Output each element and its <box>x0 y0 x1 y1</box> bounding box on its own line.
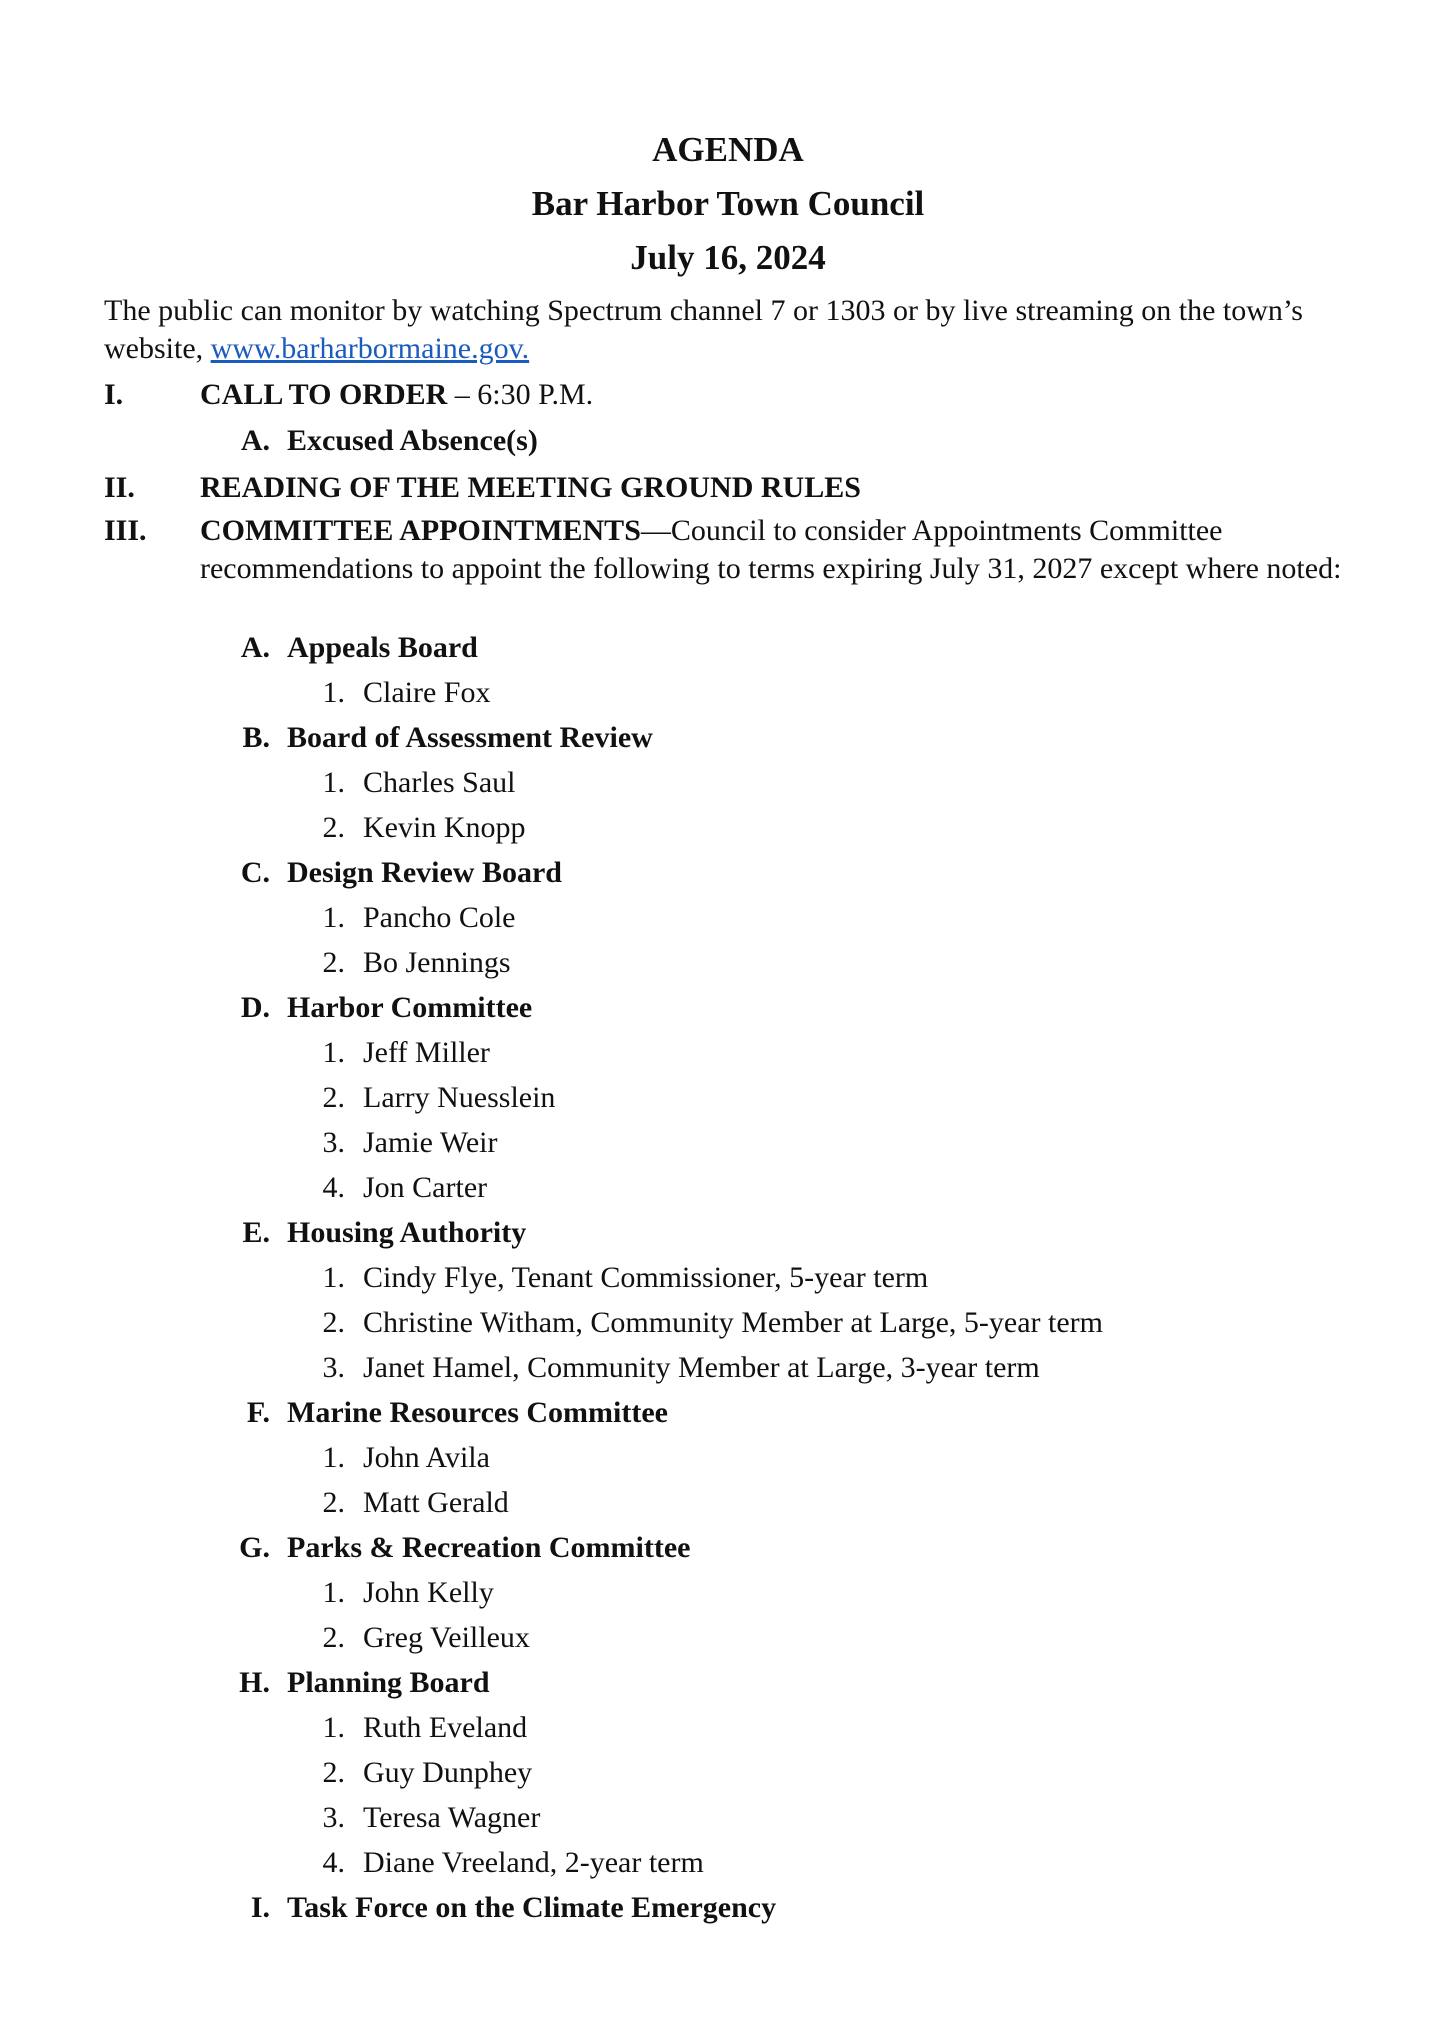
committee-name: Marine Resources Committee <box>287 1396 668 1429</box>
committee-letter: D. <box>240 991 270 1024</box>
member-number: 2. <box>322 811 345 844</box>
member-name: Christine Witham, Community Member at Large, 5-year term <box>363 1306 1104 1339</box>
section-call-to-order <box>200 376 1400 414</box>
committee-letter: G. <box>239 1531 270 1564</box>
member-number: 2. <box>322 1081 345 1114</box>
committee-name: Housing Authority <box>287 1216 527 1249</box>
agenda-title: AGENDA <box>652 130 804 169</box>
committee-name: Board of Assessment Review <box>287 721 653 754</box>
member-name: Claire Fox <box>363 676 491 709</box>
member-number: 1. <box>322 1576 345 1609</box>
intro-text: The public can monitor by watching Spectrum channel 7 or 1303 or by live streaming on the town’s website, <box>104 294 1303 365</box>
member-name: John Avila <box>363 1441 490 1474</box>
member-name: Jon Carter <box>363 1171 488 1204</box>
member-name: Jamie Weir <box>363 1126 498 1159</box>
subsection-letter: A. <box>240 424 270 457</box>
committee-letter: A. <box>240 631 270 664</box>
committee-letter: E. <box>242 1216 270 1249</box>
member-number: 1. <box>322 1036 345 1069</box>
member-name: Larry Nuesslein <box>363 1081 556 1114</box>
member-name: Diane Vreeland, 2-year term <box>363 1846 704 1879</box>
committee-letter: H. <box>239 1666 270 1699</box>
section-label: COMMITTEE APPOINTMENTS <box>200 514 641 547</box>
committee-name: Appeals Board <box>287 631 478 664</box>
member-number: 1. <box>322 1441 345 1474</box>
member-name: Kevin Knopp <box>363 811 526 844</box>
member-name: Cindy Flye, Tenant Commissioner, 5-year term <box>363 1261 929 1294</box>
section-numeral-2: II. <box>104 471 135 504</box>
member-name: Guy Dunphey <box>363 1756 533 1789</box>
section-numeral-3: III. <box>104 514 147 547</box>
town-website-link[interactable]: www.barharbormaine.gov. <box>210 332 530 365</box>
section-suffix: – 6:30 P.M. <box>447 378 594 411</box>
member-number: 1. <box>322 1711 345 1744</box>
member-number: 1. <box>322 1261 345 1294</box>
member-name: John Kelly <box>363 1576 494 1609</box>
member-number: 2. <box>322 1621 345 1654</box>
member-name: Ruth Eveland <box>363 1711 528 1744</box>
section-label: CALL TO ORDER <box>200 378 448 411</box>
member-number: 1. <box>322 766 345 799</box>
committee-name: Task Force on the Climate Emergency <box>287 1891 777 1924</box>
committee-name: Harbor Committee <box>287 991 533 1024</box>
section-suffix: —Council to consider Appointments Committee recommendations to appoint the following to terms expiring July 31, 2027 except where noted: <box>200 514 1342 585</box>
committee-name: Design Review Board <box>287 856 562 889</box>
member-name: Jeff Miller <box>363 1036 490 1069</box>
committee-letter: I. <box>250 1891 270 1924</box>
member-number: 3. <box>322 1351 345 1384</box>
member-name: Pancho Cole <box>363 901 516 934</box>
member-name: Janet Hamel, Community Member at Large, 3-year term <box>363 1351 1040 1384</box>
member-name: Charles Saul <box>363 766 516 799</box>
member-number: 2. <box>322 1306 345 1339</box>
section-ground-rules <box>200 469 1400 507</box>
member-number: 3. <box>322 1126 345 1159</box>
committee-letter: B. <box>242 721 270 754</box>
member-number: 4. <box>322 1171 345 1204</box>
committee-name: Planning Board <box>287 1666 490 1699</box>
council-name: Bar Harbor Town Council <box>531 184 925 223</box>
subsection-excused-absences: Excused Absence(s) <box>287 424 538 457</box>
member-name: Matt Gerald <box>363 1486 509 1519</box>
member-number: 3. <box>322 1801 345 1834</box>
member-name: Bo Jennings <box>363 946 511 979</box>
intro-paragraph <box>104 292 1404 368</box>
section-numeral-1: I. <box>104 378 124 411</box>
member-name: Teresa Wagner <box>363 1801 541 1834</box>
member-name: Greg Veilleux <box>363 1621 530 1654</box>
committee-letter: C. <box>240 856 270 889</box>
committee-name: Parks & Recreation Committee <box>287 1531 691 1564</box>
member-number: 1. <box>322 901 345 934</box>
section-committee-appointments <box>200 512 1400 588</box>
member-number: 2. <box>322 1486 345 1519</box>
member-number: 2. <box>322 946 345 979</box>
member-number: 2. <box>322 1756 345 1789</box>
section-label: READING OF THE MEETING GROUND RULES <box>200 471 861 504</box>
member-number: 4. <box>322 1846 345 1879</box>
member-number: 1. <box>322 676 345 709</box>
meeting-date: July 16, 2024 <box>630 238 826 277</box>
committee-letter: F. <box>246 1396 270 1429</box>
